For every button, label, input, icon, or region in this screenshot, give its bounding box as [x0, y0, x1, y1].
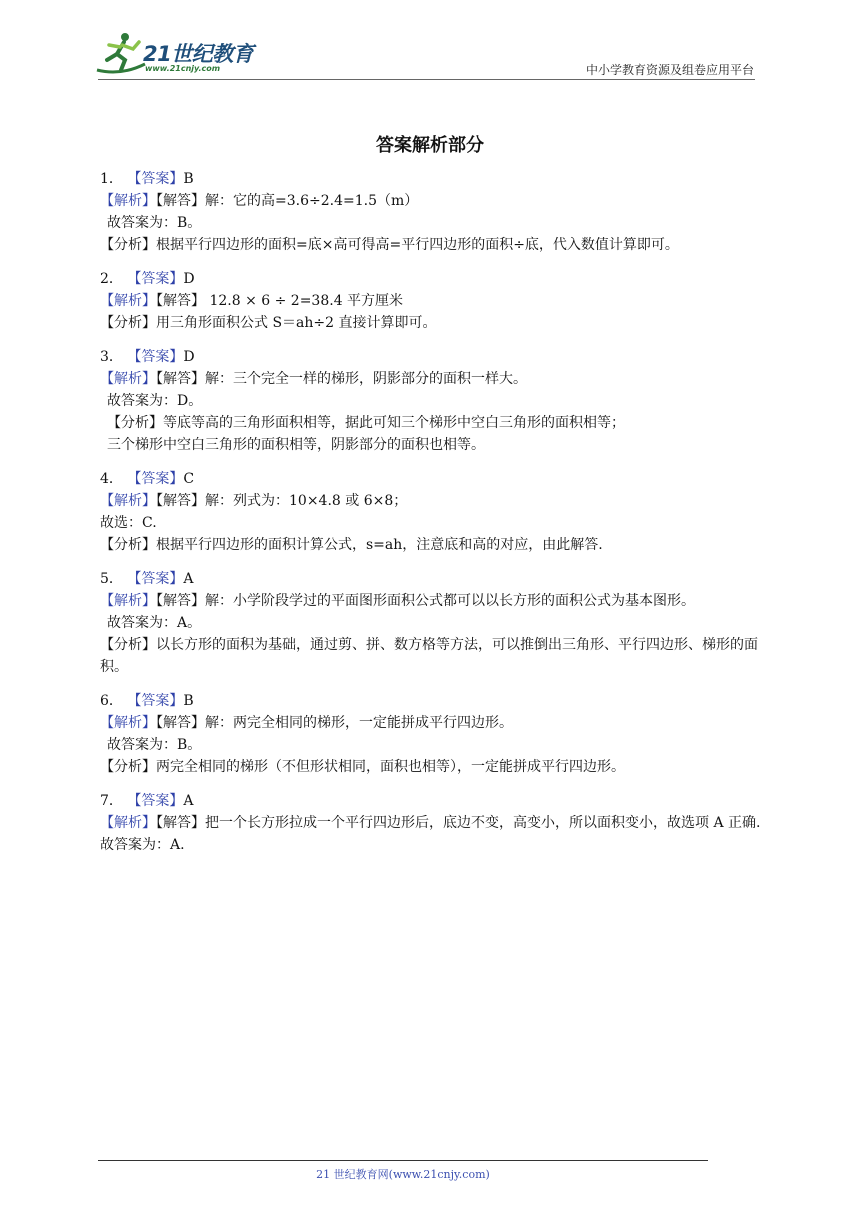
answer-tag: 【答案】	[127, 793, 184, 809]
explanation-line	[100, 312, 764, 334]
item-number: 7．	[100, 793, 123, 809]
explanation-text: 【分析】根据平行四边形的面积=底×高可得高=平行四边形的面积÷底，代入数值计算即可。	[100, 237, 679, 253]
answer-item	[100, 790, 764, 856]
explanation-line	[100, 734, 764, 756]
answer-choice: C	[183, 471, 195, 487]
runner-logo-icon	[95, 30, 147, 78]
answer-choice: A	[183, 571, 194, 587]
explanation-line	[100, 490, 764, 512]
item-number: 2．	[100, 271, 123, 287]
explanation-text: 故答案为：B。	[107, 215, 202, 231]
explanation-line	[100, 634, 764, 678]
explanation-text: 【分析】用三角形面积公式 S＝ah÷2 直接计算即可。	[100, 315, 437, 331]
answer-choice: B	[183, 693, 194, 709]
answer-tag: 【答案】	[127, 571, 184, 587]
explanation-text: 【解答】解：小学阶段学过的平面图形面积公式都可以以长方形的面积公式为基本图形。	[156, 593, 695, 609]
answer-item	[100, 690, 764, 778]
explanation-text: 【分析】根据平行四边形的面积计算公式，s=ah，注意底和高的对应，由此解答.	[100, 537, 603, 553]
page-header	[0, 0, 860, 80]
answer-tag: 【答案】	[127, 171, 184, 187]
explanation-line	[100, 590, 764, 612]
explanation-text: 故答案为：A.	[100, 837, 185, 853]
answer-line	[100, 568, 764, 590]
answer-item	[100, 168, 764, 256]
explanation-text: 故答案为：D。	[107, 393, 203, 409]
explanation-text: 故选：C.	[100, 515, 157, 531]
item-number: 5．	[100, 571, 123, 587]
answer-line	[100, 168, 764, 190]
explanation-line	[100, 290, 764, 312]
explanation-text: 故答案为：B。	[107, 737, 202, 753]
answer-line	[100, 268, 764, 290]
explanation-line	[100, 512, 764, 534]
answer-line	[100, 346, 764, 368]
page-footer[interactable]: 21 世纪教育网(www.21cnjy.com)	[316, 1168, 490, 1181]
explanation-text: 【分析】两完全相同的梯形（不但形状相同，面积也相等），一定能拼成平行四边形。	[100, 759, 625, 775]
item-number: 3．	[100, 349, 123, 365]
answer-tag: 【答案】	[127, 349, 184, 365]
answer-item	[100, 268, 764, 334]
explanation-line	[100, 712, 764, 734]
explanation-text: 故答案为：A。	[107, 615, 202, 631]
answer-item	[100, 568, 764, 678]
explanation-text: 【解答】解：两完全相同的梯形，一定能拼成平行四边形。	[156, 715, 513, 731]
footer-divider	[98, 1160, 708, 1161]
answer-line	[100, 690, 764, 712]
analysis-tag: 【解析】	[100, 493, 156, 509]
analysis-tag: 【解析】	[100, 815, 156, 831]
answer-tag: 【答案】	[127, 271, 184, 287]
answer-line	[100, 468, 764, 490]
answer-choice: D	[183, 271, 195, 287]
explanation-line	[100, 190, 764, 212]
explanation-line	[100, 390, 764, 412]
analysis-tag: 【解析】	[100, 593, 156, 609]
analysis-tag: 【解析】	[100, 193, 156, 209]
explanation-text: 【解答】把一个长方形拉成一个平行四边形后，底边不变，高变小，所以面积变小，故选项 A 正确.	[156, 815, 761, 831]
logo-url: www.21cnjy.com	[145, 64, 221, 73]
explanation-line	[100, 534, 764, 556]
explanation-text: 【解答】解：列式为：10×4.8 或 6×8；	[156, 493, 408, 509]
explanation-line	[100, 756, 764, 778]
explanation-line	[100, 212, 764, 234]
analysis-tag: 【解析】	[100, 293, 156, 309]
logo-brand: 21世纪教育	[143, 42, 254, 66]
answer-tag: 【答案】	[127, 471, 184, 487]
item-number: 1．	[100, 171, 123, 187]
explanation-text: 【解答】 12.8 × 6 ÷ 2=38.4 平方厘米	[156, 293, 404, 309]
answer-choice: D	[183, 349, 195, 365]
explanation-line	[100, 612, 764, 634]
logo	[95, 30, 265, 80]
platform-name: 中小学教育资源及组卷应用平台	[585, 63, 754, 77]
explanation-text: 【分析】等底等高的三角形面积相等，据此可知三个梯形中空白三角形的面积相等；	[107, 415, 625, 431]
item-number: 6．	[100, 693, 123, 709]
explanation-line	[100, 234, 764, 256]
analysis-tag: 【解析】	[100, 371, 156, 387]
page-title: 答案解析部分	[376, 135, 484, 156]
answer-item	[100, 346, 764, 456]
explanation-text: 三个梯形中空白三角形的面积相等，阴影部分的面积也相等。	[107, 437, 485, 453]
explanation-line	[100, 368, 764, 390]
answer-choice: B	[183, 171, 194, 187]
answer-choice: A	[183, 793, 194, 809]
explanation-line	[100, 412, 764, 434]
answer-line	[100, 790, 764, 812]
explanation-text: 【解答】解：它的高=3.6÷2.4=1.5（m）	[156, 193, 419, 209]
item-number: 4．	[100, 471, 123, 487]
explanation-line	[100, 812, 764, 834]
explanation-line	[100, 434, 764, 456]
answer-item	[100, 468, 764, 556]
answer-list	[100, 168, 764, 868]
explanation-text: 【解答】解：三个完全一样的梯形，阴影部分的面积一样大。	[156, 371, 527, 387]
header-divider	[98, 79, 755, 80]
analysis-tag: 【解析】	[100, 715, 156, 731]
answer-tag: 【答案】	[127, 693, 184, 709]
explanation-line	[100, 834, 764, 856]
explanation-text: 【分析】以长方形的面积为基础，通过剪、拼、数方格等方法，可以推倒出三角形、平行四边形、梯形的面积。	[100, 637, 758, 675]
